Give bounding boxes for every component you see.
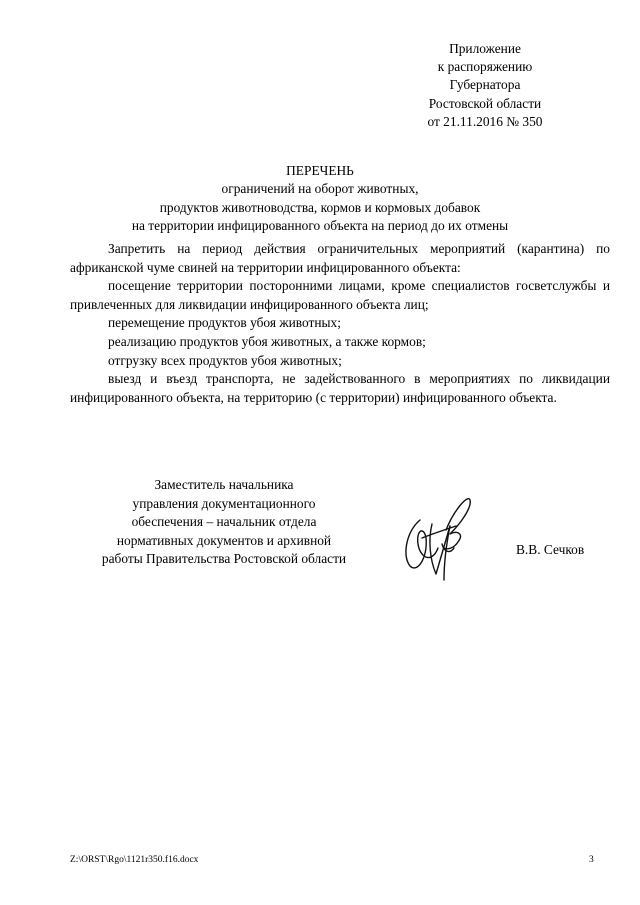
position-line: управления документационного [132, 495, 316, 511]
document-title [60, 162, 580, 236]
appendix-line: к распоряжению [437, 59, 533, 75]
body-item: выезд и въезд транспорта, не задействованного в мероприятиях по ликвидации инфицированного объекта, на территорию (с территории) инфицированного объекта. [70, 371, 610, 405]
body-item: реализацию продуктов убоя животных, а также кормов; [108, 333, 426, 349]
footer-file-path: Z:\ORST\Rgo\1121r350.f16.docx [70, 855, 199, 865]
body-intro: Запретить на период действия ограничительных мероприятий (карантина) по африканской чуме свиней на территории инфицированного объекта: [70, 241, 610, 275]
title-line: ограничений на оборот животных, [221, 181, 419, 197]
page-number: 3 [589, 855, 594, 865]
signatory-position [94, 476, 354, 569]
body-item: отгрузку всех продуктов убоя животных; [108, 352, 342, 368]
appendix-line: Приложение [449, 41, 521, 56]
title-line: продуктов животноводства, кормов и кормовых добавок [159, 199, 481, 215]
title-heading: ПЕРЕЧЕНЬ [286, 163, 354, 178]
position-line: работы Правительства Ростовской области [101, 551, 347, 566]
position-line: нормативных документов и архивной [116, 532, 332, 548]
body-item: посещение территории посторонними лицами, кроме специалистов госветслужбы и привлеченных для ликвидации инфицированного объекта лиц; [70, 278, 610, 312]
handwritten-signature [398, 490, 478, 582]
document-body [70, 240, 610, 407]
body-item: перемещение продуктов убоя животных; [108, 315, 341, 331]
appendix-line: Губернатора [449, 77, 521, 93]
title-line: на территории инфицированного объекта на период до их отмены [131, 218, 509, 234]
appendix-line: Ростовской области [428, 95, 542, 111]
position-line: обеспечения – начальник отдела [131, 514, 317, 529]
position-line: Заместитель начальника [154, 477, 294, 492]
appendix-header [405, 40, 565, 131]
appendix-line: от 21.11.2016 № 350 [427, 113, 543, 129]
signatory-name: В.В. Сечков [516, 542, 585, 557]
